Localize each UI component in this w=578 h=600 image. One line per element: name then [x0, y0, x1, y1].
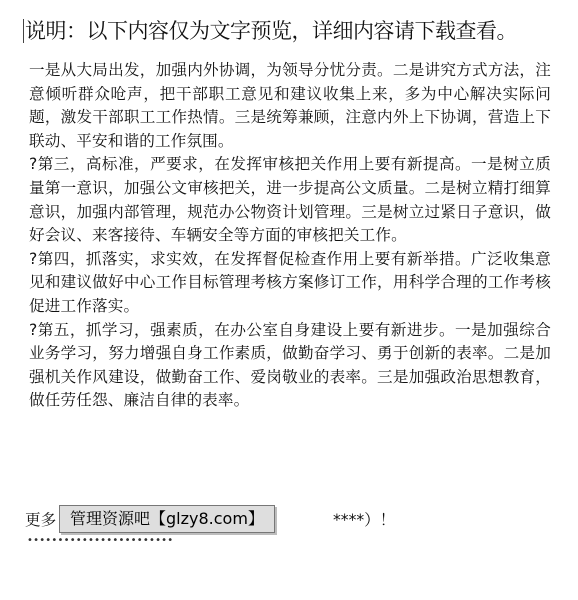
paragraph: ?第三，高标准，严要求，在发挥审核把关作用上要有新提高。一是树立质量第一意识，加强公文审核把关，进一步提高公文质量。二是树立精打细算意识，加强内部管理，规范办公物资计划管理。三是树立过紧日子意识，做好会议、来客接待、车辆安全等方面的审核把关工作。 — [29, 155, 551, 245]
text-cursor — [23, 19, 24, 43]
paragraph: ?第四，抓落实，求实效，在发挥督促检查作用上要有新举措。广泛收集意见和建议做好中心工作目标管理考核方案修订工作，用科学合理的工作考核促进工作落实。 — [29, 249, 551, 315]
dotted-separator: •••••••••••••••••••••••• — [27, 535, 174, 546]
more-prefix: 更多 — [25, 511, 57, 529]
paragraph: 一是从大局出发，加强内外协调，为领导分忧分责。二是讲究方式方法，注意倾听群众呛声，把干部职工意见和建议收集上来，多为中心解决实际问题，激发干部职工工作热情。三是统筹兼顾，注意内外上下协调，营造上下联动、平安和谐的工作氛围。 — [29, 61, 551, 150]
paragraph: ?第五，抓学习，强素质，在办公室自身建设上要有新进步。一是加强综合业务学习，努力增强自身工作素质，做勤奋学习、勇于创新的表率。二是加强机关作风建设，做勤奋工作、爱岗敬业的表率。三是加强政治思想教育，做任劳任怨、廉洁自律的表率。 — [29, 320, 551, 410]
site-banner-link[interactable]: 管理资源吧【glzy8.com】 — [59, 505, 275, 533]
preview-notice: 说明：以下内容仅为文字预览，详细内容请下载查看。 — [25, 19, 517, 43]
document-body — [29, 59, 551, 413]
more-suffix: ****）！ — [333, 511, 396, 529]
